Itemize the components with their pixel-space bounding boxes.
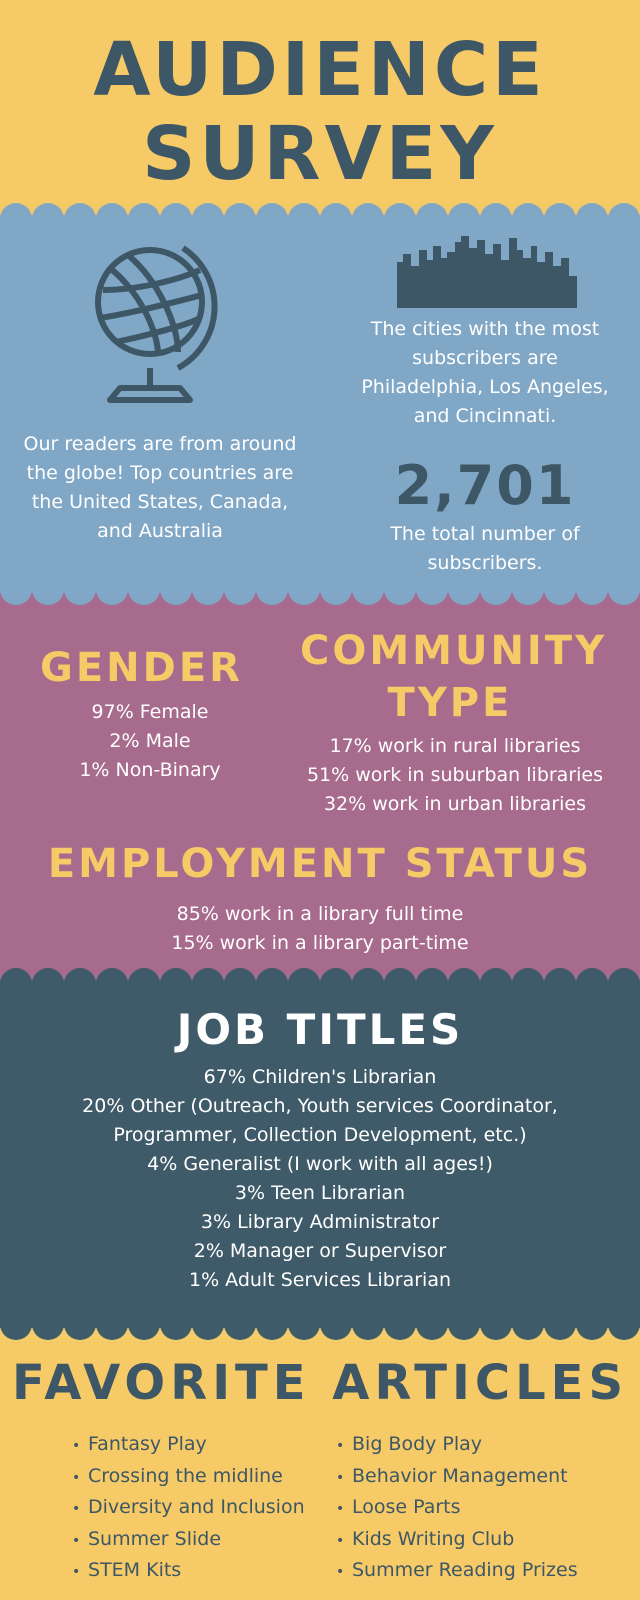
bullet-icon: • xyxy=(72,1532,81,1549)
readers-line: Our readers are from around xyxy=(23,433,297,455)
bullet-icon: • xyxy=(336,1469,345,1486)
job-title-item: Programmer, Collection Development, etc.) xyxy=(113,1124,527,1146)
cities-line: subscribers are xyxy=(412,347,558,369)
top-cities-text xyxy=(340,315,630,431)
employment-list xyxy=(120,900,520,958)
article-name: STEM Kits xyxy=(88,1559,182,1581)
job-title-item: 4% Generalist (I work with all ages!) xyxy=(147,1153,493,1175)
top-countries-text xyxy=(10,430,310,546)
bullet-icon: • xyxy=(72,1438,81,1454)
article-name: Diversity and Inclusion xyxy=(88,1496,305,1518)
city-skyline-icon xyxy=(397,232,577,308)
employment-status-heading: EMPLOYMENT STATUS xyxy=(47,841,593,887)
bullet-icon: • xyxy=(336,1438,345,1454)
community-item: 51% work in suburban libraries xyxy=(306,764,604,786)
title-line-2: SURVEY xyxy=(142,111,498,197)
community-item: 17% work in rural libraries xyxy=(329,735,581,757)
favorite-articles-left-list xyxy=(72,1430,305,1588)
cities-line: The cities with the most xyxy=(370,318,600,340)
list-item xyxy=(336,1556,578,1588)
scallop-mauve-slate xyxy=(0,968,640,992)
community-title-line-1: COMMUNITY xyxy=(300,628,608,674)
employment-item: 15% work in a library part-time xyxy=(171,932,469,954)
list-item xyxy=(336,1525,578,1557)
title-line-1: AUDIENCE xyxy=(93,27,547,113)
community-title-line-2: TYPE xyxy=(387,680,513,726)
gender-item: 97% Female xyxy=(91,701,209,723)
list-item xyxy=(336,1462,578,1494)
list-item xyxy=(336,1430,578,1462)
job-titles-list xyxy=(40,1063,600,1295)
readers-line: and Australia xyxy=(97,520,223,542)
job-title-item: 2% Manager or Supervisor xyxy=(193,1240,447,1262)
list-item xyxy=(72,1462,305,1494)
readers-line: the United States, Canada, xyxy=(31,491,289,513)
job-title-item: 20% Other (Outreach, Youth services Coordinator, xyxy=(82,1095,558,1117)
job-title-item: 3% Library Administrator xyxy=(200,1211,440,1233)
community-list xyxy=(290,732,620,819)
article-name: Summer Slide xyxy=(88,1527,222,1550)
employment-item: 85% work in a library full time xyxy=(176,903,464,925)
community-type-heading xyxy=(300,625,608,729)
bullet-icon: • xyxy=(72,1564,81,1580)
favorite-articles-right-list xyxy=(336,1430,578,1588)
gender-heading: GENDER xyxy=(40,645,243,691)
total-subscribers-number: 2,701 xyxy=(394,454,576,517)
cities-line: Philadelphia, Los Angeles, xyxy=(361,376,609,398)
list-item xyxy=(72,1525,305,1557)
article-name: Summer Reading Prizes xyxy=(352,1559,578,1581)
total-subscribers-text xyxy=(340,520,630,578)
scallop-top-blue xyxy=(0,203,640,227)
bullet-icon: • xyxy=(336,1564,345,1580)
readers-line: the globe! Top countries are xyxy=(26,462,294,484)
job-title-item: 1% Adult Services Librarian xyxy=(188,1269,452,1291)
scallop-blue-mauve xyxy=(0,583,640,607)
gender-list xyxy=(40,698,260,785)
job-titles-heading: JOB TITLES xyxy=(176,1005,464,1054)
bullet-icon: • xyxy=(336,1532,345,1549)
article-name: Crossing the midline xyxy=(88,1464,283,1487)
favorite-articles-heading: FAVORITE ARTICLES xyxy=(11,1355,629,1411)
article-name: Kids Writing Club xyxy=(352,1527,515,1550)
article-name: Big Body Play xyxy=(352,1433,483,1455)
job-title-item: 67% Children's Librarian xyxy=(203,1066,437,1088)
page-title xyxy=(0,28,640,196)
bullet-icon: • xyxy=(72,1501,81,1517)
list-item xyxy=(72,1556,305,1588)
article-name: Behavior Management xyxy=(352,1464,568,1487)
article-name: Fantasy Play xyxy=(88,1433,207,1455)
total-line: The total number of xyxy=(390,523,580,545)
community-item: 32% work in urban libraries xyxy=(323,793,587,815)
list-item xyxy=(72,1430,305,1462)
gender-item: 2% Male xyxy=(109,730,191,752)
scallop-slate-yellow xyxy=(0,1318,640,1342)
gender-item: 1% Non-Binary xyxy=(79,759,221,781)
total-line: subscribers. xyxy=(427,552,543,574)
job-title-item: 3% Teen Librarian xyxy=(234,1182,406,1204)
globe-icon xyxy=(88,240,228,410)
list-item xyxy=(336,1493,578,1525)
cities-line: and Cincinnati. xyxy=(413,405,557,427)
article-name: Loose Parts xyxy=(352,1496,461,1518)
bullet-icon: • xyxy=(336,1501,345,1517)
bullet-icon: • xyxy=(72,1469,81,1486)
list-item xyxy=(72,1493,305,1525)
